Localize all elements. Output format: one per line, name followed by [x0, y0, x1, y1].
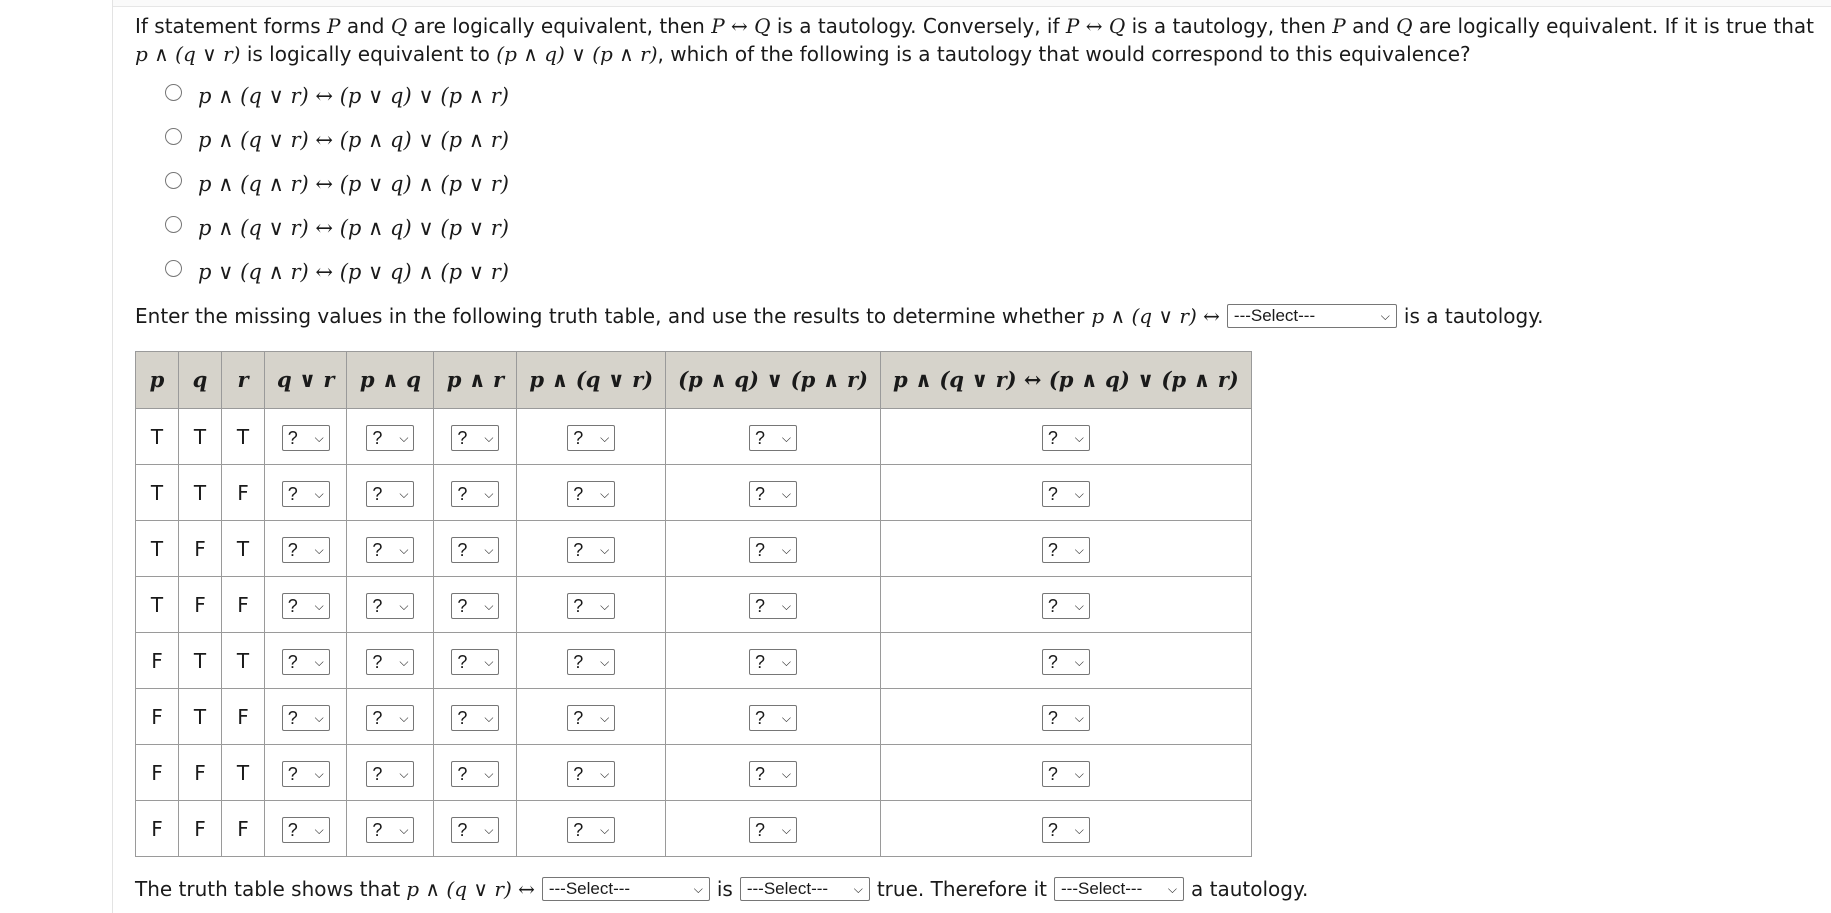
- answer-cell: [666, 465, 881, 521]
- question-text: [135, 12, 1815, 68]
- truth-value-select[interactable]: [567, 705, 615, 731]
- select-value: ?: [573, 819, 584, 840]
- chevron-down-icon: ⌵: [314, 766, 324, 781]
- select-value: ?: [755, 427, 766, 448]
- truth-value-select[interactable]: [567, 593, 615, 619]
- answer-cell: [517, 689, 666, 745]
- chevron-down-icon: ⌵: [781, 430, 792, 445]
- select-value: ?: [1047, 819, 1058, 840]
- math-expression: p ∧ (q ∨ r) ↔: [406, 877, 535, 901]
- answer-choices: [165, 74, 1815, 294]
- select-value: ?: [573, 427, 584, 448]
- question-fragment: is a tautology, then: [1125, 14, 1333, 38]
- chevron-down-icon: ⌵: [484, 822, 494, 837]
- select-value: ?: [372, 819, 383, 840]
- math-Q: Q: [1396, 14, 1413, 38]
- truth-value-select[interactable]: [282, 649, 330, 675]
- truth-value-cell: F: [179, 577, 222, 633]
- chevron-down-icon: ⌵: [484, 654, 494, 669]
- chevron-down-icon: ⌵: [781, 766, 792, 781]
- truth-value-cell: T: [179, 689, 222, 745]
- select-value: ?: [755, 595, 766, 616]
- chevron-down-icon: ⌵: [314, 430, 324, 445]
- chevron-down-icon: ⌵: [781, 542, 792, 557]
- select-value: ?: [1047, 427, 1058, 448]
- truth-value-select[interactable]: [567, 481, 615, 507]
- truth-value-cell: F: [179, 521, 222, 577]
- select-value: ?: [755, 539, 766, 560]
- answer-cell: [347, 577, 434, 633]
- truth-value-select[interactable]: [451, 537, 499, 563]
- chevron-down-icon: ⌵: [1074, 486, 1084, 501]
- truth-value-select[interactable]: [749, 537, 797, 563]
- truth-value-select[interactable]: [366, 537, 414, 563]
- answer-cell: [265, 465, 347, 521]
- choice-option[interactable]: [165, 250, 1815, 294]
- radio-button[interactable]: [165, 84, 182, 101]
- chevron-down-icon: ⌵: [484, 430, 494, 445]
- select-value: ?: [287, 819, 298, 840]
- math-biconditional: P ↔ Q: [1065, 14, 1126, 38]
- truth-value-select[interactable]: [567, 425, 615, 451]
- truth-value-select[interactable]: [282, 761, 330, 787]
- select-value: ?: [1047, 651, 1058, 672]
- answer-cell: [880, 577, 1251, 633]
- answer-cell: [265, 521, 347, 577]
- truth-value-select[interactable]: [451, 481, 499, 507]
- column-header: q: [179, 352, 222, 409]
- answer-cell: [666, 633, 881, 689]
- chevron-down-icon: ⌵: [1074, 654, 1084, 669]
- table-row: [136, 745, 1252, 801]
- select-value: ---Select---: [548, 879, 631, 898]
- chevron-down-icon: ⌵: [314, 654, 324, 669]
- answer-cell: [517, 409, 666, 465]
- truth-value-select[interactable]: [1042, 593, 1090, 619]
- choice-option[interactable]: [165, 118, 1815, 162]
- truth-value-select[interactable]: [749, 705, 797, 731]
- answer-cell: [517, 801, 666, 857]
- select-value: ?: [755, 651, 766, 672]
- chevron-down-icon: ⌵: [781, 486, 792, 501]
- chevron-down-icon: ⌵: [484, 598, 494, 613]
- question-fragment: is logically equivalent to: [240, 42, 497, 66]
- choice-label: p ∨ (q ∧ r) ↔ (p ∨ q) ∧ (p ∨ r): [198, 260, 510, 284]
- truth-value-select[interactable]: [451, 649, 499, 675]
- column-header: r: [222, 352, 265, 409]
- answer-cell: [347, 465, 434, 521]
- radio-button[interactable]: [165, 128, 182, 145]
- always-sometimes-select[interactable]: [740, 877, 870, 901]
- truth-value-select[interactable]: [282, 481, 330, 507]
- answer-cell: [434, 409, 517, 465]
- table-row: [136, 465, 1252, 521]
- chevron-down-icon: ⌵: [314, 542, 324, 557]
- radio-button[interactable]: [165, 260, 182, 277]
- table-row: [136, 409, 1252, 465]
- select-value: ?: [457, 427, 468, 448]
- answer-cell: [880, 633, 1251, 689]
- column-header: p ∧ r: [434, 352, 517, 409]
- truth-value-select[interactable]: [749, 649, 797, 675]
- chevron-down-icon: ⌵: [1380, 309, 1390, 323]
- answer-cell: [265, 409, 347, 465]
- truth-value-cell: F: [136, 689, 179, 745]
- truth-value-select[interactable]: [749, 817, 797, 843]
- truth-value-select[interactable]: [451, 817, 499, 843]
- truth-value-select[interactable]: [1042, 649, 1090, 675]
- chevron-down-icon: ⌵: [399, 654, 409, 669]
- chevron-down-icon: ⌵: [1074, 766, 1084, 781]
- table-row: [136, 801, 1252, 857]
- truth-value-cell: F: [179, 801, 222, 857]
- truth-value-select[interactable]: [366, 425, 414, 451]
- table-row: [136, 633, 1252, 689]
- chevron-down-icon: ⌵: [693, 882, 703, 896]
- select-value: ?: [287, 651, 298, 672]
- select-value: ?: [573, 707, 584, 728]
- answer-cell: [880, 521, 1251, 577]
- answer-cell: [666, 521, 881, 577]
- answer-cell: [347, 689, 434, 745]
- select-value: ?: [457, 651, 468, 672]
- truth-value-cell: F: [222, 465, 265, 521]
- truth-value-cell: F: [179, 745, 222, 801]
- chevron-down-icon: ⌵: [781, 654, 792, 669]
- left-margin-panel: [0, 0, 113, 913]
- prompt-suffix: is a tautology.: [1403, 304, 1544, 328]
- answer-cell: [517, 633, 666, 689]
- tautology-expression-select[interactable]: [1227, 304, 1397, 328]
- chevron-down-icon: ⌵: [600, 710, 610, 725]
- question-content: [135, 12, 1815, 903]
- answer-cell: [434, 465, 517, 521]
- select-value: ?: [372, 427, 383, 448]
- answer-cell: [880, 689, 1251, 745]
- answer-cell: [434, 689, 517, 745]
- select-value: ?: [457, 483, 468, 504]
- math-expression: p ∧ (q ∨ r) ↔: [1091, 304, 1220, 328]
- table-header-row: [136, 352, 1252, 409]
- select-value: ?: [457, 595, 468, 616]
- truth-value-select[interactable]: [567, 817, 615, 843]
- chevron-down-icon: ⌵: [399, 598, 409, 613]
- answer-cell: [434, 521, 517, 577]
- chevron-down-icon: ⌵: [600, 822, 610, 837]
- radio-button[interactable]: [165, 172, 182, 189]
- select-value: ?: [1047, 763, 1058, 784]
- truth-value-cell: T: [222, 521, 265, 577]
- question-fragment: , which of the following is a tautology that would correspond to this equivalence?: [657, 42, 1471, 66]
- column-header: p ∧ (q ∨ r): [517, 352, 666, 409]
- column-header: p ∧ (q ∨ r) ↔ (p ∧ q) ∨ (p ∧ r): [880, 352, 1251, 409]
- chevron-down-icon: ⌵: [399, 766, 409, 781]
- conclusion-text: is: [716, 877, 733, 901]
- question-fragment: are logically equivalent, then: [407, 14, 712, 38]
- chevron-down-icon: ⌵: [781, 822, 792, 837]
- chevron-down-icon: ⌵: [399, 542, 409, 557]
- math-expression: (p ∧ q) ∨ (p ∧ r): [496, 42, 658, 66]
- question-fragment: and: [1345, 14, 1397, 38]
- conclusion-text: The truth table shows that: [135, 877, 401, 901]
- answer-cell: [434, 801, 517, 857]
- math-Q: Q: [390, 14, 408, 38]
- truth-value-select[interactable]: [451, 425, 499, 451]
- truth-value-cell: T: [136, 409, 179, 465]
- select-value: ?: [372, 707, 383, 728]
- select-value: ?: [573, 595, 584, 616]
- chevron-down-icon: ⌵: [314, 822, 324, 837]
- chevron-down-icon: ⌵: [600, 654, 610, 669]
- select-value: ?: [457, 539, 468, 560]
- chevron-down-icon: ⌵: [314, 598, 324, 613]
- select-value: ---Select---: [1233, 306, 1316, 325]
- truth-value-cell: F: [222, 801, 265, 857]
- truth-table-prompt: [135, 302, 1815, 330]
- truth-value-select[interactable]: [366, 761, 414, 787]
- answer-cell: [434, 745, 517, 801]
- truth-value-cell: F: [136, 745, 179, 801]
- truth-table: [135, 351, 1252, 857]
- truth-value-select[interactable]: [282, 425, 330, 451]
- truth-value-cell: F: [222, 577, 265, 633]
- column-header: (p ∧ q) ∨ (p ∧ r): [666, 352, 881, 409]
- chevron-down-icon: ⌵: [484, 710, 494, 725]
- column-header: p ∧ q: [347, 352, 434, 409]
- truth-value-select[interactable]: [282, 705, 330, 731]
- select-value: ?: [755, 707, 766, 728]
- truth-value-cell: F: [136, 801, 179, 857]
- top-border: [0, 0, 1831, 7]
- truth-value-select[interactable]: [366, 481, 414, 507]
- truth-value-cell: F: [136, 633, 179, 689]
- answer-cell: [347, 409, 434, 465]
- select-value: ?: [287, 427, 298, 448]
- truth-value-select[interactable]: [366, 649, 414, 675]
- truth-value-select[interactable]: [1042, 481, 1090, 507]
- truth-value-select[interactable]: [749, 593, 797, 619]
- answer-cell: [666, 689, 881, 745]
- answer-cell: [265, 745, 347, 801]
- select-value: ?: [755, 483, 766, 504]
- conclusion-text: a tautology.: [1191, 877, 1309, 901]
- choice-label: p ∧ (q ∨ r) ↔ (p ∧ q) ∨ (p ∧ r): [198, 128, 510, 152]
- select-value: ?: [1047, 483, 1058, 504]
- truth-value-select[interactable]: [749, 425, 797, 451]
- truth-value-select[interactable]: [282, 817, 330, 843]
- select-value: ?: [287, 483, 298, 504]
- is-isnot-select[interactable]: [1054, 877, 1184, 901]
- truth-value-select[interactable]: [1042, 537, 1090, 563]
- select-value: ---Select---: [1061, 879, 1143, 898]
- prompt-text: Enter the missing values in the following truth table, and use the results to determine whether: [135, 304, 1085, 328]
- answer-cell: [347, 521, 434, 577]
- truth-value-cell: T: [179, 409, 222, 465]
- chevron-down-icon: ⌵: [399, 710, 409, 725]
- select-value: ?: [755, 763, 766, 784]
- choice-label: p ∧ (q ∨ r) ↔ (p ∧ q) ∨ (p ∨ r): [198, 216, 510, 240]
- select-value: ---Select---: [746, 879, 829, 898]
- answer-cell: [880, 801, 1251, 857]
- truth-value-select[interactable]: [282, 593, 330, 619]
- answer-cell: [347, 801, 434, 857]
- choice-label: p ∧ (q ∨ r) ↔ (p ∨ q) ∨ (p ∧ r): [198, 84, 510, 108]
- chevron-down-icon: ⌵: [600, 486, 610, 501]
- answer-cell: [666, 409, 881, 465]
- choice-option[interactable]: [165, 206, 1815, 250]
- select-value: ?: [1047, 539, 1058, 560]
- chevron-down-icon: ⌵: [600, 430, 610, 445]
- chevron-down-icon: ⌵: [1167, 882, 1178, 896]
- truth-value-cell: T: [136, 465, 179, 521]
- select-value: ?: [372, 539, 383, 560]
- answer-cell: [666, 745, 881, 801]
- select-value: ?: [457, 763, 468, 784]
- answer-cell: [434, 633, 517, 689]
- select-value: ?: [573, 483, 584, 504]
- conclusion-line: [135, 875, 1815, 903]
- select-value: ?: [573, 763, 584, 784]
- truth-value-select[interactable]: [451, 593, 499, 619]
- truth-value-cell: T: [136, 577, 179, 633]
- select-value: ?: [1047, 707, 1058, 728]
- truth-value-cell: T: [222, 633, 265, 689]
- table-row: [136, 689, 1252, 745]
- truth-value-select[interactable]: [567, 537, 615, 563]
- select-value: ?: [287, 707, 298, 728]
- column-header: q ∨ r: [265, 352, 347, 409]
- chevron-down-icon: ⌵: [1074, 598, 1084, 613]
- select-value: ?: [287, 595, 298, 616]
- question-fragment: If statement forms: [135, 14, 328, 38]
- truth-value-select[interactable]: [1042, 705, 1090, 731]
- truth-value-select[interactable]: [1042, 761, 1090, 787]
- column-header: p: [136, 352, 179, 409]
- truth-value-select[interactable]: [451, 761, 499, 787]
- question-fragment: and: [340, 14, 391, 38]
- select-value: ?: [1047, 595, 1058, 616]
- answer-cell: [347, 745, 434, 801]
- truth-value-select[interactable]: [366, 705, 414, 731]
- truth-value-cell: F: [222, 689, 265, 745]
- answer-cell: [517, 577, 666, 633]
- select-value: ?: [457, 707, 468, 728]
- chevron-down-icon: ⌵: [1074, 822, 1084, 837]
- chevron-down-icon: ⌵: [484, 766, 494, 781]
- truth-value-select[interactable]: [749, 761, 797, 787]
- table-row: [136, 577, 1252, 633]
- select-value: ?: [573, 539, 584, 560]
- answer-cell: [880, 465, 1251, 521]
- select-value: ?: [372, 595, 383, 616]
- select-value: ?: [755, 819, 766, 840]
- select-value: ?: [457, 819, 468, 840]
- chevron-down-icon: ⌵: [1074, 542, 1084, 557]
- chevron-down-icon: ⌵: [484, 486, 494, 501]
- truth-value-cell: T: [222, 745, 265, 801]
- math-biconditional: P ↔ Q: [711, 14, 771, 38]
- answer-cell: [880, 745, 1251, 801]
- conclusion-expression-select[interactable]: [542, 877, 710, 901]
- truth-value-cell: T: [179, 465, 222, 521]
- answer-cell: [265, 689, 347, 745]
- truth-value-select[interactable]: [282, 537, 330, 563]
- select-value: ?: [372, 483, 383, 504]
- chevron-down-icon: ⌵: [853, 882, 863, 896]
- select-value: ?: [372, 651, 383, 672]
- select-value: ?: [287, 763, 298, 784]
- chevron-down-icon: ⌵: [314, 486, 324, 501]
- truth-value-cell: T: [222, 409, 265, 465]
- answer-cell: [265, 577, 347, 633]
- chevron-down-icon: ⌵: [399, 486, 409, 501]
- chevron-down-icon: ⌵: [399, 430, 409, 445]
- chevron-down-icon: ⌵: [314, 710, 324, 725]
- truth-value-select[interactable]: [567, 649, 615, 675]
- question-fragment: is a tautology. Conversely, if: [770, 14, 1066, 38]
- truth-value-select[interactable]: [749, 481, 797, 507]
- select-value: ?: [287, 539, 298, 560]
- question-fragment: are logically equivalent. If it is true that: [1412, 14, 1814, 38]
- table-row: [136, 521, 1252, 577]
- chevron-down-icon: ⌵: [1074, 430, 1084, 445]
- truth-value-cell: T: [179, 633, 222, 689]
- table-body: [136, 409, 1252, 857]
- answer-cell: [517, 521, 666, 577]
- conclusion-text: true. Therefore it: [876, 877, 1048, 901]
- chevron-down-icon: ⌵: [600, 598, 610, 613]
- chevron-down-icon: ⌵: [781, 598, 792, 613]
- choice-label: p ∧ (q ∧ r) ↔ (p ∨ q) ∧ (p ∨ r): [198, 172, 510, 196]
- chevron-down-icon: ⌵: [399, 822, 409, 837]
- answer-cell: [517, 465, 666, 521]
- truth-value-select[interactable]: [366, 817, 414, 843]
- answer-cell: [517, 745, 666, 801]
- choice-option[interactable]: [165, 74, 1815, 118]
- truth-value-cell: T: [136, 521, 179, 577]
- truth-value-select[interactable]: [451, 705, 499, 731]
- truth-value-select[interactable]: [1042, 425, 1090, 451]
- chevron-down-icon: ⌵: [781, 710, 792, 725]
- answer-cell: [666, 577, 881, 633]
- chevron-down-icon: ⌵: [484, 542, 494, 557]
- answer-cell: [265, 801, 347, 857]
- radio-button[interactable]: [165, 216, 182, 233]
- math-expression: p ∧ (q ∨ r): [135, 42, 241, 66]
- math-P: P: [327, 14, 341, 38]
- chevron-down-icon: ⌵: [600, 766, 610, 781]
- chevron-down-icon: ⌵: [1074, 710, 1084, 725]
- truth-value-select[interactable]: [1042, 817, 1090, 843]
- select-value: ?: [573, 651, 584, 672]
- answer-cell: [880, 409, 1251, 465]
- select-value: ?: [372, 763, 383, 784]
- answer-cell: [347, 633, 434, 689]
- answer-cell: [666, 801, 881, 857]
- truth-value-select[interactable]: [567, 761, 615, 787]
- choice-option[interactable]: [165, 162, 1815, 206]
- truth-value-select[interactable]: [366, 593, 414, 619]
- chevron-down-icon: ⌵: [600, 542, 610, 557]
- answer-cell: [265, 633, 347, 689]
- math-P: P: [1332, 14, 1346, 38]
- answer-cell: [434, 577, 517, 633]
